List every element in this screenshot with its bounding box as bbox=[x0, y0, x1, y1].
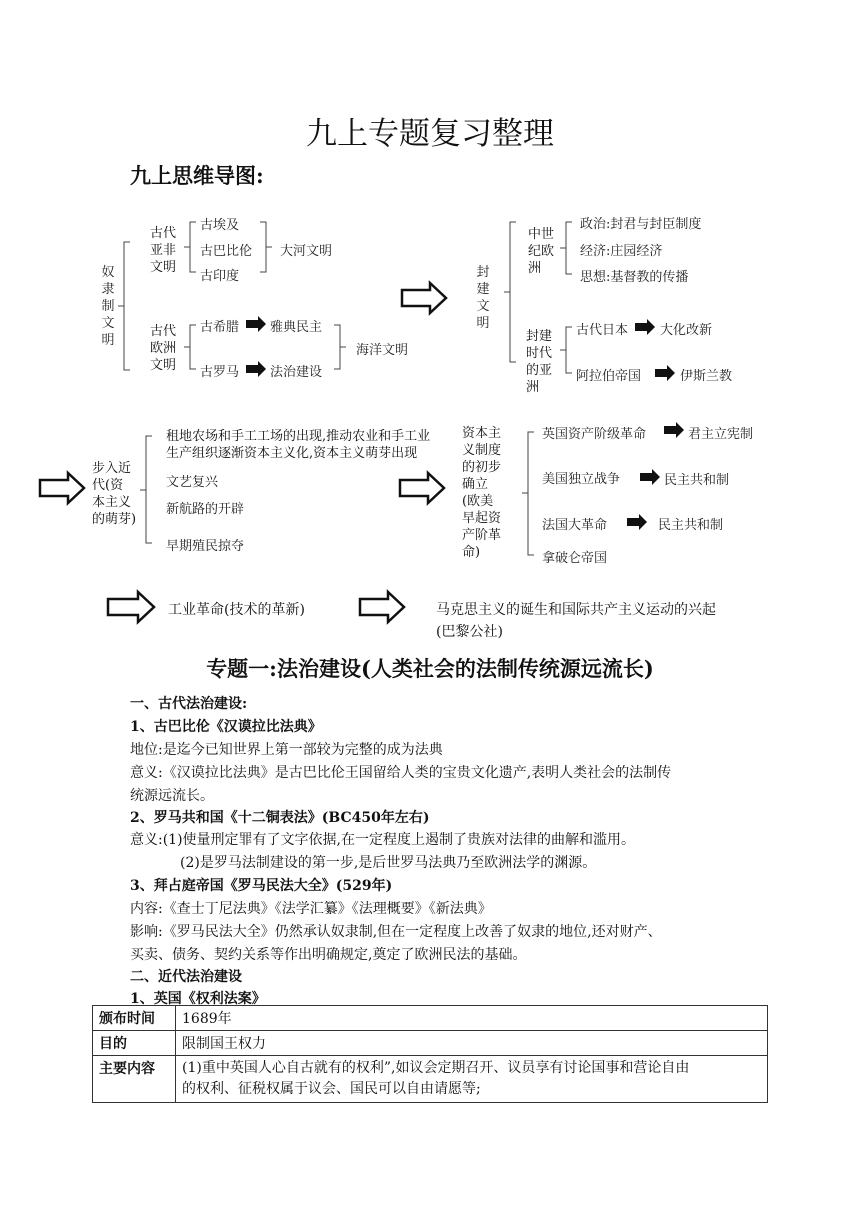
map2-medieval: 中世 纪欧 洲 bbox=[528, 227, 555, 276]
map2-feudal-asia: 封建 时代 的亚 洲 bbox=[526, 329, 553, 395]
map2-taika: 大化改新 bbox=[660, 323, 713, 338]
map4-root: 资本主 义制度 的初步 确立 (欧美 早起资 产阶革 命) bbox=[462, 426, 502, 560]
map2-thought: 思想:基督教的传播 bbox=[580, 270, 689, 285]
corpus-juris-content: 内容:《查士丁尼法典》《法学汇纂》《法理概要》《新法典》 bbox=[130, 901, 492, 917]
map2-japan: 古代日本 bbox=[576, 323, 629, 338]
mind-map-heading: 九上思维导图: bbox=[130, 163, 264, 188]
map1-rome: 古罗马 bbox=[200, 365, 240, 380]
map2-arab: 阿拉伯帝国 bbox=[576, 369, 642, 384]
page-title: 九上专题复习整理 bbox=[306, 116, 554, 152]
map1-asia-group: 古代 亚非 文明 bbox=[150, 226, 177, 275]
table-key: 颁布时间 bbox=[93, 1006, 176, 1031]
table-key: 目的 bbox=[93, 1031, 176, 1056]
hammurabi-meaning-1: 意义:《汉谟拉比法典》是古巴比伦王国留给人类的宝贵文化遗产,表明人类社会的法制传 bbox=[130, 765, 672, 781]
corpus-juris-impact-2: 买卖、债务、契约关系等作出明确规定,奠定了欧洲民法的基础。 bbox=[130, 947, 527, 963]
table-value: (1)重中英国人心自古就有的权利”,如议会定期召开、议员享有讨论国事和营论自由 的权利、征税权属于议会、国民可以自由请愿等; bbox=[176, 1056, 768, 1103]
hammurabi-meaning-2: 统源远流长。 bbox=[130, 788, 214, 804]
table-row bbox=[93, 1031, 768, 1056]
marxism: 马克思主义的诞生和国际共产主义运动的兴起 (巴黎公社) bbox=[436, 602, 716, 640]
table-row bbox=[93, 1056, 768, 1103]
table-row bbox=[93, 1006, 768, 1031]
corpus-juris-impact-1: 影响:《罗马民法大全》仍然承认奴隶制,但在一定程度上改善了奴隶的地位,还对财产、 bbox=[130, 924, 662, 940]
twelve-tables-meaning-1: 意义:(1)使量刑定罪有了文字依据,在一定程度上遏制了贵族对法律的曲解和滥用。 bbox=[130, 832, 635, 848]
bill-of-rights-table bbox=[92, 1005, 768, 1103]
map2-politics: 政治:封君与封臣制度 bbox=[580, 217, 702, 232]
map1-greece: 古希腊 bbox=[200, 320, 240, 335]
item-bill-of-rights: 1、英国《权利法案》 bbox=[130, 991, 266, 1007]
industrial-revolution: 工业革命(技术的革新) bbox=[168, 602, 305, 618]
map4-fr: 法国大革命 bbox=[542, 518, 608, 533]
map3-item-1: 租地农场和手工工场的出现,推动农业和手工业 生产组织逐渐资本主义化,资本主义萌芽出现 bbox=[166, 429, 431, 461]
item-twelve-tables: 2、罗马共和国《十二铜表法》(BC450年左右) bbox=[130, 810, 430, 826]
map4-napoleon: 拿破仑帝国 bbox=[542, 551, 608, 566]
map1-babylon: 古巴比伦 bbox=[200, 244, 253, 259]
map1-root: 奴隶制文明 bbox=[101, 265, 115, 348]
map4-uk: 英国资产阶级革命 bbox=[542, 427, 647, 442]
item-hammurabi: 1、古巴比伦《汉谟拉比法典》 bbox=[130, 719, 322, 735]
map1-egypt: 古埃及 bbox=[200, 218, 240, 233]
map1-europe-group: 古代 欧洲 文明 bbox=[150, 324, 177, 373]
table-value: 1689年 bbox=[176, 1006, 768, 1031]
map2-economy: 经济:庄园经济 bbox=[580, 244, 663, 259]
hammurabi-status: 地位:是迄今已知世界上第一部较为完整的成为法典 bbox=[130, 742, 443, 758]
map1-india: 古印度 bbox=[200, 269, 240, 284]
section-modern: 二、近代法治建设 bbox=[130, 969, 242, 985]
map1-sea-civ: 海洋文明 bbox=[356, 343, 409, 358]
table-value: 限制国王权力 bbox=[176, 1031, 768, 1056]
topic-heading: 专题一:法治建设(人类社会的法制传统源远流长) bbox=[206, 656, 654, 681]
map1-river-civ: 大河文明 bbox=[280, 244, 333, 259]
twelve-tables-meaning-2: (2)是罗马法制建设的第一步,是后世罗马法典乃至欧洲法学的渊源。 bbox=[180, 855, 597, 871]
map1-athens: 雅典民主 bbox=[270, 320, 323, 335]
map2-islam: 伊斯兰教 bbox=[680, 369, 733, 384]
map3-item-3: 新航路的开辟 bbox=[166, 502, 245, 517]
map3-item-2: 文艺复兴 bbox=[166, 475, 219, 490]
map3-root: 步入近 代(资 本主义 的萌芽) bbox=[92, 461, 137, 527]
map4-us: 美国独立战争 bbox=[542, 472, 621, 487]
map4-uk-result: 君主立宪制 bbox=[688, 427, 754, 442]
table-key: 主要内容 bbox=[93, 1056, 176, 1103]
item-corpus-juris: 3、拜占庭帝国《罗马民法大全》(529年) bbox=[130, 878, 393, 894]
map1-law: 法治建设 bbox=[270, 365, 323, 380]
map4-us-result: 民主共和制 bbox=[664, 473, 730, 488]
map4-fr-result: 民主共和制 bbox=[658, 518, 724, 533]
section-ancient: 一、古代法治建设: bbox=[130, 696, 248, 712]
map2-root: 封建文明 bbox=[476, 265, 490, 331]
map3-item-4: 早期殖民掠夺 bbox=[166, 539, 245, 554]
